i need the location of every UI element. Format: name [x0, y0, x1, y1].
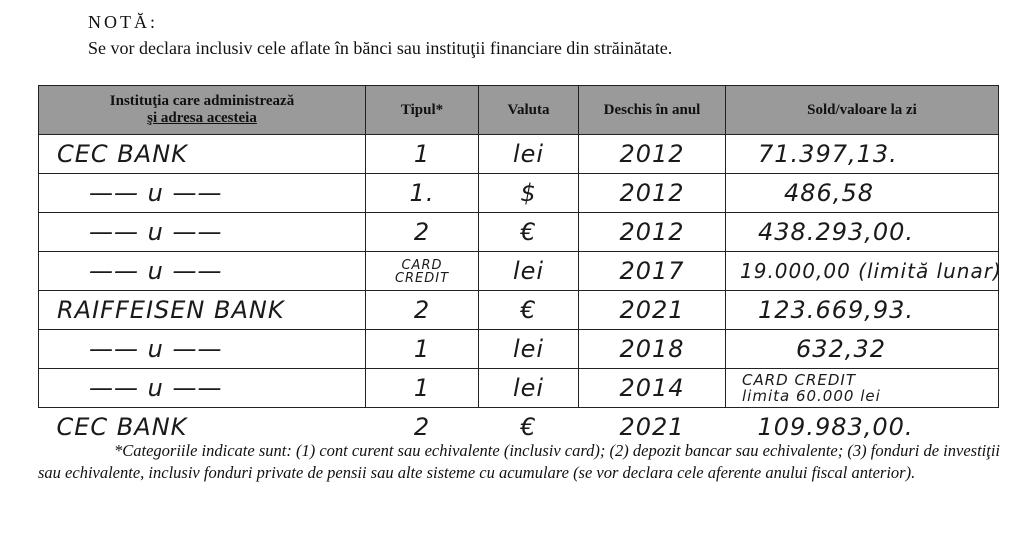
institution-cell: —— u ——	[39, 369, 366, 408]
institution-cell: RAIFFEISEN BANK	[39, 291, 366, 330]
nota-text: Se vor declara inclusiv cele aflate în bănci sau instituţii financiare din străinătate.	[88, 38, 673, 58]
table-row	[39, 213, 999, 252]
type-cell: 1	[366, 330, 479, 369]
header-balance: Sold/valoare la zi	[726, 86, 999, 135]
balance-cell: 632,32	[726, 330, 999, 369]
type-cell: 2	[366, 291, 479, 330]
type-cell: 1.	[366, 174, 479, 213]
institution-cell: —— u ——	[39, 213, 366, 252]
currency-cell: €	[479, 213, 579, 252]
table-row	[39, 330, 999, 369]
header-institution: Instituţia care administrează şi adresa acesteia	[39, 86, 366, 135]
table-row	[39, 369, 999, 408]
currency-cell: lei	[479, 330, 579, 369]
type-cell: 2	[413, 413, 431, 441]
institution-cell: CEC BANK	[39, 135, 366, 174]
accounts-table	[38, 85, 1002, 446]
year-cell: 2021	[579, 291, 726, 330]
year-cell: 2012	[579, 135, 726, 174]
currency-cell: $	[479, 174, 579, 213]
year-cell: 2012	[579, 213, 726, 252]
balance-cell: 123.669,93.	[726, 291, 999, 330]
year-cell: 2018	[579, 330, 726, 369]
table-header-row	[39, 86, 999, 135]
year-cell: 2014	[579, 369, 726, 408]
type-cell: 1	[366, 369, 479, 408]
nota-title: NOTĂ:	[88, 12, 158, 32]
balance-cell: 19.000,00 (limită lunar)	[726, 252, 999, 291]
table-row	[39, 252, 999, 291]
balance-cell: 71.397,13.	[726, 135, 999, 174]
year-cell: 2012	[579, 174, 726, 213]
currency-cell: lei	[479, 135, 579, 174]
currency-cell: lei	[479, 369, 579, 408]
balance-cell: CARD CREDIT limita 60.000 lei	[726, 369, 999, 408]
type-cell: 1	[366, 135, 479, 174]
currency-cell: €	[479, 291, 579, 330]
institution-cell: CEC BANK	[56, 413, 188, 441]
header-currency: Valuta	[479, 86, 579, 135]
table-row	[39, 135, 999, 174]
institution-cell: —— u ——	[39, 330, 366, 369]
balance-cell: 438.293,00.	[726, 213, 999, 252]
currency-cell: €	[520, 413, 537, 441]
type-cell: 2	[366, 213, 479, 252]
currency-cell: lei	[479, 252, 579, 291]
header-opened: Deschis în anul	[579, 86, 726, 135]
year-cell: 2021	[619, 413, 685, 441]
footnote	[38, 440, 1000, 484]
institution-cell: —— u ——	[39, 252, 366, 291]
type-cell	[366, 252, 479, 291]
table-row	[39, 174, 999, 213]
balance-cell: 486,58	[726, 174, 999, 213]
institution-cell: —— u ——	[39, 174, 366, 213]
type-card-credit: CARD CREDIT	[394, 258, 450, 286]
year-cell: 2017	[579, 252, 726, 291]
balance-cell: 109.983,00.	[757, 413, 914, 441]
table-row	[39, 291, 999, 330]
footnote-text: *Categoriile indicate sunt: (1) cont curent sau echivalente (inclusiv card); (2) depozit bancar sau echivalente; (3) fonduri de investiţii sau echivalente, inclusiv fonduri private de pensii sau alte sisteme cu acumulare (se vor declara cele aferente anului fiscal anterior).	[38, 441, 1000, 482]
header-type: Tipul*	[366, 86, 479, 135]
